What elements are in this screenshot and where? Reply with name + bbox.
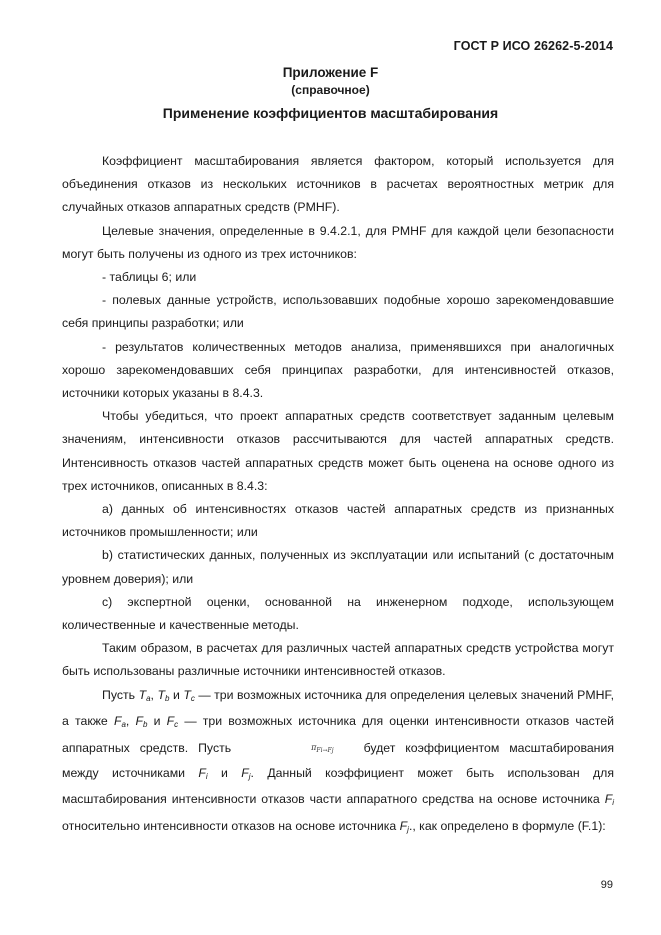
list-item: c) экспертной оценки, основанной на инженерном подходе, использующем количественные и качественные методы. [62,594,614,633]
list-item: - результатов количественных методов анализа, применявшихся при аналогичных хорошо зарекомендовавших себя принципах разработки, для интенсивностей отказов, источники которых указаны в 8.4.3. [62,339,614,401]
list-item: а) данных об интенсивностях отказов частей аппаратных средств из признанных источников промышленности; или [62,502,614,540]
paragraph: Таким образом, в расчетах для различных частей аппаратных средств устройства могут быть использованы различные источники интенсивностей отказов. [62,641,614,679]
scaling-factor-symbol: $\pi_{Fi\to Fj}$ [311,743,334,755]
paragraph-scaling-factor: Пусть $T_a$, $T_b$ и $T_c$ — три возможных источника для определения целевых значений PMHF, а также $F_a$, $F_b$ и $F_c$ — три возможных источника для оценки интенсивности отказов частей аппаратных средств. Пусть $\pi_{Fi\to Fj}$ будет коэффициентом масштабирования между источниками $F_i$ и $F_j$. Данный коэффициент может быть использован для масштабирования интенсивности отказов части аппаратного средства на основе источника $F_i$ относительно интенсивности отказов на основе источника $F_j$., как определено в формуле (F.1): [62,687,615,834]
document-code: ГОСТ Р ИСО 26262-5-2014 [453,39,613,53]
appendix-title: Приложение F [282,65,379,80]
appendix-subtitle: (справочное) [291,83,370,97]
paragraph: Чтобы убедиться, что проект аппаратных средств соответствует заданным целевым значениям, интенсивности отказов рассчитываются для частей аппаратных средств. Интенсивность отказов частей аппаратных средств может быть оценена на основе одного из трех источников, описанных в 8.4.3: [62,409,614,493]
body-text [62,150,614,841]
page-number: 99 [600,879,613,891]
list-item: - таблицы 6; или [102,270,197,285]
paragraph: Коэффициент масштабирования является фактором, который используется для объединения отказов из нескольких источников в расчетах вероятностных метрик для случайных отказов аппаратных средств (PMHF). [62,154,614,215]
list-item: b) статистических данных, полученных из эксплуатации или испытаний (с достаточным уровнем доверия); или [62,548,614,586]
section-title: Применение коэффициентов масштабирования [162,105,499,121]
paragraph: Целевые значения, определенные в 9.4.2.1, для PMHF для каждой цели безопасности могут быть получены из одного из трех источников: [62,223,614,261]
list-item: - полевых данные устройств, использовавших подобные хорошо зарекомендовавшие себя принципы разработки; или [62,293,614,331]
